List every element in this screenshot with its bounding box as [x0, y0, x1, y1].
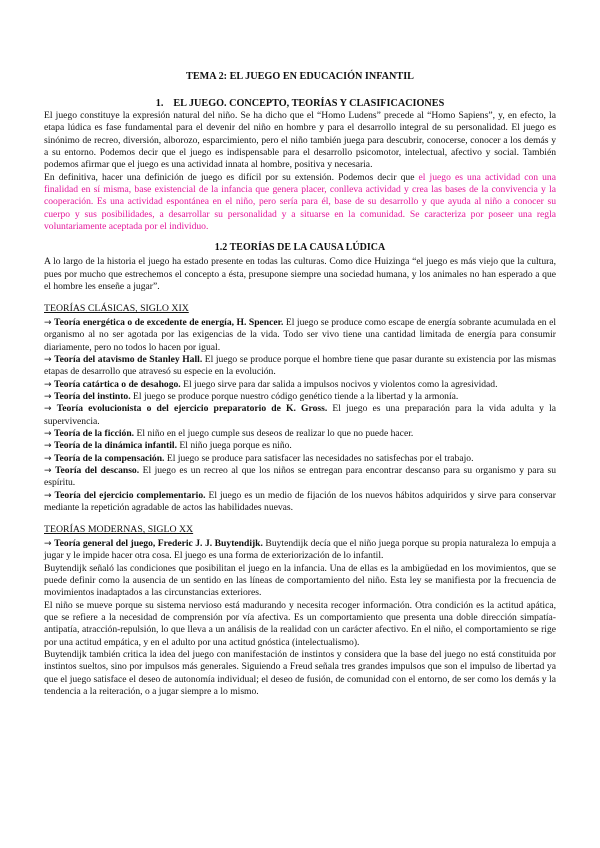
intro-paragraph: El juego constituye la expresión natural del niño. Se ha dicho que el “Homo Ludens” precede al “Homo Sapiens”, y, en efecto, la etapa lúdica es fase fundamental para el devenir del niño en hombre y para el desarrollo integral de su personalidad. El juego es sinónimo de recreo, diversión, alborozo, esparcimiento, pero el niño también juega para descubrir, conocerse, conocer a los demás y a su entorno. Podemos decir que el juego es indispensable para el desarrollo psicomotor, intelectual, afectivo y social. También podemos afirmar que el juego es una actividad innata al hombre, positiva y necesaria.	[44, 110, 556, 171]
list-item	[44, 391, 556, 403]
list-item	[44, 428, 556, 440]
section-1-2-heading: 1.2 TEORÍAS DE LA CAUSA LÚDICA	[214, 242, 386, 254]
theory-text: El niño en el juego cumple sus deseos de realizar lo que no puede hacer.	[134, 428, 414, 440]
theory-name: Teoría catártica o de desahogo.	[53, 378, 181, 390]
classical-theories-list	[44, 317, 556, 515]
arrow-icon: →	[44, 490, 52, 501]
list-item	[44, 440, 556, 452]
definition-paragraph	[44, 172, 556, 234]
huizinga-paragraph: A lo largo de la historia el juego ha estado presente en todas las culturas. Como dice Huizinga “el juego es más viejo que la cultura, pues por mucho que estrechemos el concepto a ésta, presupone siempre una sociedad humana, y los animales no han esperado a que el hombre les enseñe a jugar”.	[44, 256, 556, 293]
theory-text: El niño juega porque es niño.	[177, 440, 292, 452]
document-page	[44, 70, 556, 698]
arrow-icon: →	[44, 453, 52, 464]
theory-name: Teoría de la ficción.	[53, 428, 135, 440]
arrow-icon: →	[44, 317, 52, 328]
section-1-number: 1.	[155, 98, 164, 109]
arrow-icon: →	[44, 355, 52, 365]
definition-lead: En definitiva, hacer una definición de juego es difícil por su extensión. Podemos decir que	[44, 171, 419, 183]
theory-text: El juego es un medio de fijación de los nuevos hábitos adquiridos y sirve para conservar mediante la repetición agradable de actos las habilidades nuevas.	[44, 489, 556, 514]
theory-text: El juego se produce para satisfacer las necesidades no satisfechas por el trabajo.	[164, 452, 474, 464]
theory-text: El juego sirve para dar salida a impulsos nocivos y violentos como la agresividad.	[180, 378, 498, 390]
theory-text: El juego se produce porque el hombre tiene que pasar durante su existencia por las mismas etapas de desarrollo que atravesó su especie en la evolución.	[44, 354, 556, 378]
list-item	[44, 465, 556, 490]
theory-name: Teoría evolucionista o del ejercicio preparatorio de K. Gross.	[56, 403, 328, 415]
theory-name: Teoría de la compensación.	[53, 452, 165, 464]
arrow-icon: →	[44, 466, 52, 477]
arrow-icon: →	[44, 404, 52, 415]
arrow-icon: →	[44, 538, 52, 549]
list-item	[44, 490, 556, 515]
list-item	[44, 379, 556, 391]
theory-name: Teoría del ejercicio complementario.	[54, 489, 206, 501]
arrow-icon: →	[44, 379, 52, 390]
theory-name: Teoría del descanso.	[55, 465, 140, 477]
theory-text: El juego se produce porque nuestro código genético tiende a la libertad y la armonía.	[130, 391, 459, 403]
list-item	[44, 317, 556, 354]
theory-name: Teoría del atavismo de Stanley Hall.	[54, 354, 203, 365]
document-title: TEMA 2: EL JUEGO EN EDUCACIÓN INFANTIL	[186, 71, 414, 82]
arrow-icon: →	[44, 441, 52, 452]
arrow-icon: →	[44, 429, 52, 440]
theory-text: El juego es un recreo al que los niños se entregan para encontrar descanso para su organismo y para su espíritu.	[44, 465, 557, 489]
modern-theories-heading: TEORÍAS MODERNAS, SIGLO XX	[44, 524, 194, 536]
theory-text: El juego se produce como escape de energía sobrante acumulada en el organismo al no ser agotada por las exigencias de la vida. Todo ser vivo tiene una cantidad limitada de energía para consumir diariamente, pero no todos lo hacen por igual.	[44, 316, 557, 353]
buytendijk-paragraph-2: El niño se mueve porque su sistema nervioso está madurando y necesita recoger información. Otra condición es la actitud apática, que se refiere a la necesidad de comprensión por vía afectiva. Es un comportamiento que presenta una doble dirección simpatía-antipatía, atracción-repulsión, lo que lleva a un análisis de la realidad con un carácter afectivo. En el niño, el comportamiento se rige por una actitud empática, y en el adulto por una actitud gnóstica (intelectualismo).	[44, 599, 556, 648]
list-item	[44, 403, 556, 428]
arrow-icon: →	[44, 392, 52, 403]
buytendijk-lead	[44, 538, 556, 563]
buytendijk-paragraph-1: Buytendijk señaló las condiciones que posibilitan el juego en la infancia. Una de ellas es la ambigüedad en los movimientos, que se puede definir como la ausencia de un sentido en las líneas de comportamiento del niño. Esta ley se manifiesta por la frecuencia de movimientos inadaptados a las circunstancias exteriores.	[44, 562, 556, 599]
list-item	[44, 354, 556, 379]
theory-name: Teoría general del juego, Frederic J. J. Buytendijk.	[54, 537, 263, 549]
section-1-heading-text: EL JUEGO. CONCEPTO, TEORÍAS Y CLASIFICACIONES	[173, 98, 445, 109]
section-1-heading	[44, 97, 556, 110]
buytendijk-paragraph-3: Buytendijk también critica la idea del juego con manifestación de instintos y considera que la base del juego no está constituida por instintos sueltos, sino por impulsos más generales. Siguiendo a Freud señala tres grandes impulsos que son el impulso de libertad ya que el juego satisface el deseo de autonomía individual; el deseo de fusión, de comunidad con el entorno, de ser como los demás y la tendencia a la reiteración, o a jugar siempre a lo mismo.	[44, 649, 556, 698]
theory-text: El juego es una preparación para la vida adulta y la supervivencia.	[44, 403, 556, 427]
definition-highlight: el juego es una actividad con una finalidad en sí misma, base existencial de la infancia que genera placer, conlleva actividad y crea las bases de la convivencia y la cooperación. Es una actividad espontánea en el niño, pero sería para él, base de su desarrollo y que ayuda al niño a conocer su cuerpo y sus posibilidades, a desarrollar su personalidad y a situarse en la comunidad. Se caracteriza por poseer una regla voluntariamente aceptada por el individuo.	[44, 171, 556, 233]
theory-name: Teoría energética o de excedente de energía, H. Spencer.	[54, 316, 284, 328]
classical-theories-heading: TEORÍAS CLÁSICAS, SIGLO XIX	[44, 303, 189, 315]
theory-name: Teoría de la dinámica infantil.	[53, 440, 177, 452]
theory-text: Buytendijk decía que el niño juega porque su propia naturaleza lo empuja a jugar y le impide hacer otra cosa. El juego es una forma de exteriorización de lo infantil.	[44, 537, 556, 562]
list-item	[44, 453, 556, 465]
theory-name: Teoría del instinto.	[53, 391, 131, 403]
